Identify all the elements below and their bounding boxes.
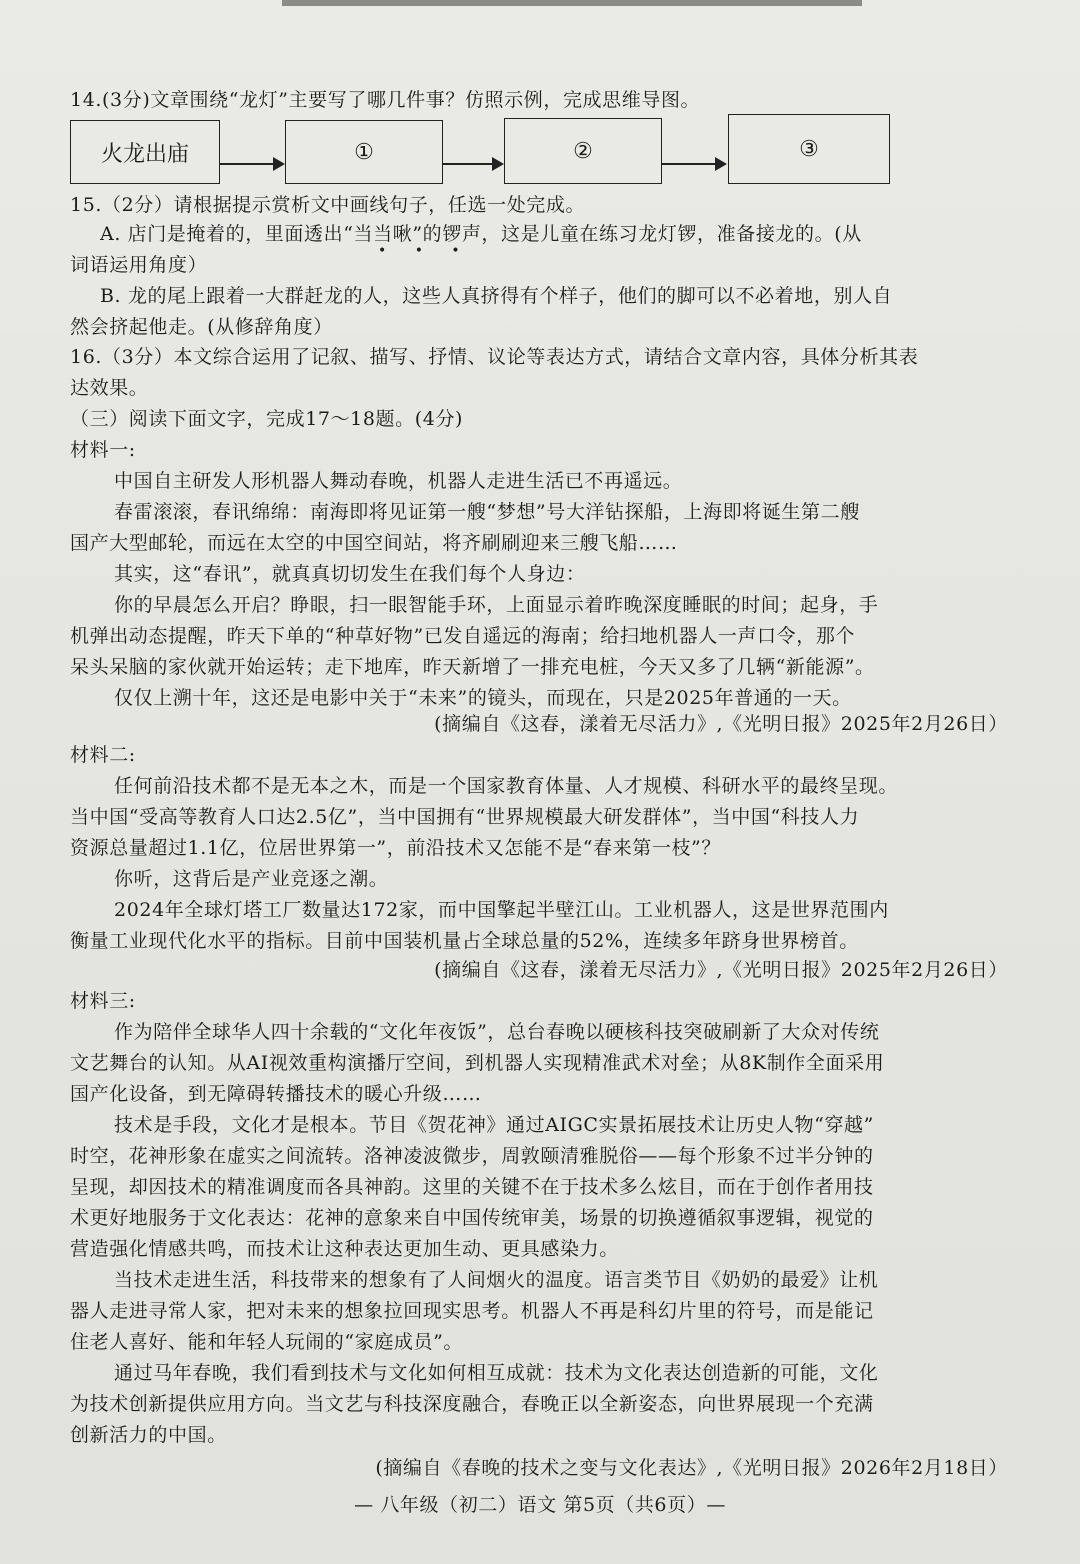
q15-option-b: B. 龙的尾上跟着一大群赶龙的人，这些人真挤得有个样子，他们的脚可以不必着地，别人自 [100,285,893,307]
question-14: 14.(3分)文章围绕“龙灯”主要写了哪几件事？仿照示例，完成思维导图。 [70,89,701,111]
m2-line: 资源总量超过1.1亿，位居世界第一”，前沿技术又怎能不是“春来第一枝”？ [70,837,721,859]
material-1-title: 材料一: [70,439,136,461]
m2-source: (摘编自《这春，漾着无尽活力》,《光明日报》2025年2月26日） [434,959,1008,981]
section-3-heading: （三）阅读下面文字，完成17～18题。(4分) [70,408,464,430]
m2-line: 任何前沿技术都不是无本之木，而是一个国家教育体量、人才规模、科研水平的最终呈现。 [114,775,899,797]
m3-line: 术更好地服务于文化表达：花神的意象来自中国传统审美，场景的切换遵循叙事逻辑，视觉的 [70,1207,874,1229]
m3-source: (摘编自《春晚的技术之变与文化表达》,《光明日报》2026年2月18日） [375,1457,1008,1479]
material-2-title: 材料二: [70,744,136,766]
m3-line: 创新活力的中国。 [70,1424,227,1446]
m3-line: 呈现，却因技术的精准调度而各具神韵。这里的关键不在于技术多么炫目，而在于创作者用技 [70,1176,874,1198]
mindmap-box-start: 火龙出庙 [70,120,220,184]
question-15: 15.（2分）请根据提示赏析文中画线句子，任选一处完成。 [70,194,586,216]
m1-line: 春雷滚滚，春讯绵绵：南海即将见证第一艘“梦想”号大洋钻探船，上海即将诞生第二艘 [114,501,860,523]
m1-line: 仅仅上溯十年，这还是电影中关于“未来”的镜头，而现在，只是2025年普通的一天。 [114,687,852,709]
mindmap-box-1[interactable]: ① [285,120,443,184]
m2-line: 2024年全球灯塔工厂数量达172家，而中国擎起半壁江山。工业机器人，这是世界范围内 [114,899,889,921]
m1-source: (摘编自《这春，漾着无尽活力》,《光明日报》2025年2月26日） [434,713,1008,735]
m1-line: 其实，这“春讯”，就真真切切发生在我们每个人身边： [114,563,586,585]
m1-line: 国产大型邮轮，而远在太空的中国空间站，将齐刷刷迎来三艘飞船…… [70,532,678,554]
mindmap-arrow [442,163,502,165]
m1-line: 呆头呆脑的家伙就开始运转；走下地库，昨天新增了一排充电桩，今天又多了几辆“新能源”。 [70,656,875,678]
q15-option-b-cont: 然会挤起他走。(从修辞角度） [70,316,333,338]
scan-edge [282,0,862,6]
q15-option-a-cont: 词语运用角度） [70,254,208,276]
m3-line: 作为陪伴全球华人四十余载的“文化年夜饭”，总台春晚以硬核科技突破刷新了大众对传统 [114,1021,880,1043]
m3-line: 营造强化情感共鸣，而技术让这种表达更加生动、更具感染力。 [70,1238,619,1260]
m3-line: 器人走进寻常人家，把对未来的想象拉回现实思考。机器人不再是科幻片里的符号，而是能记 [70,1300,874,1322]
q15-option-a: A. 店门是掩着的，里面透出“当当啾”的锣声，这是儿童在练习龙灯锣，准备接龙的。(从 [100,223,862,245]
m1-line: 你的早晨怎么开启？睁眼，扫一眼智能手环，上面显示着昨晚深度睡眠的时间；起身，手 [114,594,879,616]
m3-line: 文艺舞台的认知。从AI视效重构演播厅空间，到机器人实现精准武术对垒；从8K制作全面采用 [70,1052,885,1074]
question-16-cont: 达效果。 [70,377,149,399]
m2-line: 衡量工业现代化水平的指标。目前中国装机量占全球总量的52%，连续多年跻身世界榜首。 [70,930,859,952]
m3-line: 为技术创新提供应用方向。当文艺与科技深度融合，春晚正以全新姿态，向世界展现一个充满 [70,1393,874,1415]
material-3-title: 材料三: [70,990,136,1012]
m3-line: 时空，花神形象在虚实之间流转。洛神凌波微步，周敦颐清雅脱俗——每个形象不过半分钟的 [70,1145,874,1167]
mindmap-arrow [661,163,725,165]
m1-line: 机弹出动态提醒，昨天下单的“种草好物”已发自遥远的海南；给扫地机器人一声口令，那个 [70,625,856,647]
m3-line: 住老人喜好、能和年轻人玩闹的“家庭成员”。 [70,1331,464,1353]
m3-line: 通过马年春晚，我们看到技术与文化如何相互成就：技术为文化表达创造新的可能，文化 [114,1362,879,1384]
m2-line: 当中国“受高等教育人口达2.5亿”，当中国拥有“世界规模最大研发群体”，当中国“科技人力 [70,806,860,828]
mindmap-box-3[interactable]: ③ [728,114,890,184]
m1-line: 中国自主研发人形机器人舞动春晚，机器人走进生活已不再遥远。 [114,470,683,492]
m3-line: 当技术走进生活，科技带来的想象有了人间烟火的温度。语言类节目《奶奶的最爱》让机 [114,1269,879,1291]
mindmap-arrow [219,163,283,165]
m3-line: 技术是手段，文化才是根本。节目《贺花神》通过AIGC实景拓展技术让历史人物“穿越” [114,1114,874,1136]
m3-line: 国产化设备，到无障碍转播技术的暖心升级…… [70,1083,482,1105]
m2-line: 你听，这背后是产业竞逐之潮。 [114,868,389,890]
question-16: 16.（3分）本文综合运用了记叙、描写、抒情、议论等表达方式，请结合文章内容，具体分析其表 [70,346,919,368]
emphasis-dots: • • • [378,243,472,259]
mindmap-box-2[interactable]: ② [504,118,662,184]
page-footer: — 八年级（初二）语文 第5页（共6页）— [354,1494,726,1516]
